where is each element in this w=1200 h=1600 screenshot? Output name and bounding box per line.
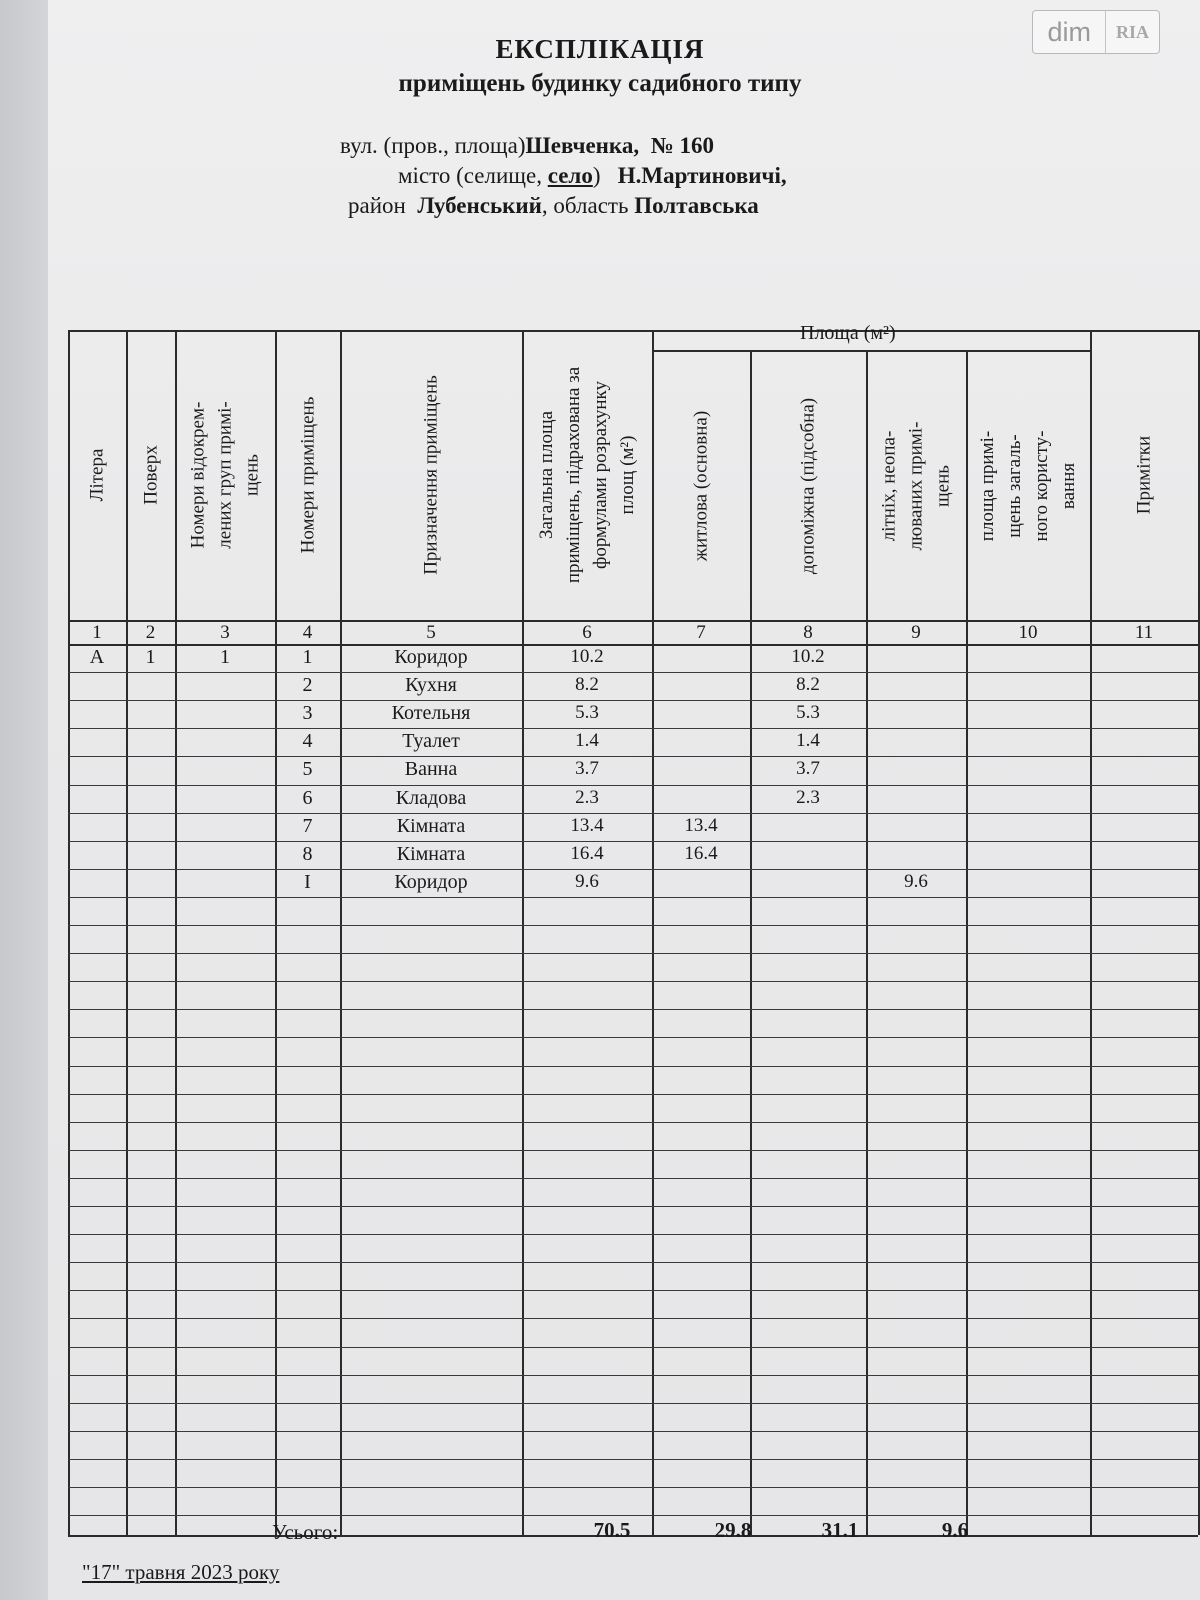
table-row-line bbox=[68, 728, 1198, 729]
cell-living: 13.4 bbox=[684, 814, 718, 836]
table-vline bbox=[275, 330, 277, 1535]
column-number-2: 2 bbox=[145, 622, 156, 643]
watermark-dim: dim bbox=[1033, 11, 1106, 53]
cell-purpose: Кладова bbox=[395, 786, 467, 809]
cell-purpose: Котельня bbox=[391, 702, 471, 725]
table-vline bbox=[522, 330, 524, 1535]
table-row-line bbox=[68, 1347, 1198, 1348]
column-header-10: площа примі- щень загаль- ного користу- вання bbox=[977, 430, 1079, 542]
region-name: Полтавська bbox=[634, 193, 759, 218]
table-row-line bbox=[68, 756, 1198, 757]
table-row-line bbox=[68, 1375, 1198, 1376]
cell-total: 16.4 bbox=[570, 842, 604, 864]
table-vline bbox=[866, 352, 868, 1535]
cell-total: 3.7 bbox=[575, 758, 599, 780]
cell-aux: 1.4 bbox=[796, 730, 820, 752]
table-vline bbox=[68, 330, 70, 1535]
cell-total: 5.3 bbox=[575, 702, 599, 724]
table-row-line bbox=[68, 1403, 1198, 1404]
table-row-line bbox=[68, 1290, 1198, 1291]
cell-room: I bbox=[304, 870, 311, 893]
column-header-2: Поверх bbox=[140, 445, 161, 505]
total-auxiliary: 31.1 bbox=[821, 1518, 859, 1542]
cell-total: 13.4 bbox=[570, 814, 604, 836]
table-row-line bbox=[68, 700, 1198, 701]
cell-aux: 8.2 bbox=[796, 674, 820, 696]
city-type: село bbox=[547, 163, 593, 188]
column-header-11: Примітки bbox=[1133, 435, 1155, 515]
column-header-6: Загальна площа приміщень, підрахована за формулами розрахунку площ (м²) bbox=[536, 366, 638, 584]
document-date: "17" травня 2023 року bbox=[82, 1560, 280, 1584]
cell-room: 4 bbox=[302, 730, 313, 753]
table-bottom-border bbox=[68, 1535, 1198, 1537]
table-row-line bbox=[68, 1094, 1198, 1095]
area-group-header: Площа (м²) bbox=[800, 322, 896, 344]
document-title: ЕКСПЛІКАЦІЯ bbox=[495, 34, 705, 64]
cell-aux: 5.3 bbox=[796, 702, 820, 724]
table-row-line bbox=[68, 869, 1198, 870]
number-row-border bbox=[68, 644, 1198, 646]
table-row-line bbox=[68, 841, 1198, 842]
city-suffix: ) bbox=[592, 163, 601, 188]
cell-room: 8 bbox=[302, 842, 313, 865]
table-row-line bbox=[68, 1262, 1198, 1263]
table-row-line bbox=[68, 1206, 1198, 1207]
column-number-7: 7 bbox=[696, 622, 706, 643]
cell-aux: 3.7 bbox=[796, 758, 820, 780]
table-row-line bbox=[68, 1431, 1198, 1432]
house-number: № 160 bbox=[650, 133, 714, 158]
totals-label: Усього: bbox=[272, 1520, 339, 1544]
table-top-border bbox=[68, 330, 1198, 332]
table-vline bbox=[652, 330, 654, 1535]
region-prefix: , область bbox=[541, 193, 629, 218]
table-row-line bbox=[68, 897, 1198, 898]
table-row-line bbox=[68, 1150, 1198, 1151]
cell-purpose: Кімната bbox=[396, 842, 466, 865]
cell-purpose: Коридор bbox=[394, 646, 468, 668]
cell-total: 9.6 bbox=[575, 870, 599, 892]
street-prefix: вул. (пров., площа) bbox=[340, 133, 526, 158]
district-name: Лубенський bbox=[417, 193, 542, 218]
table-vline bbox=[1198, 330, 1200, 1535]
table-row-line bbox=[68, 953, 1198, 954]
cell-group: 1 bbox=[220, 646, 230, 668]
table-row-line bbox=[68, 1009, 1198, 1010]
table-row-line bbox=[68, 1487, 1198, 1488]
street-name: Шевченка, bbox=[525, 133, 640, 158]
cell-purpose: Туалет bbox=[402, 730, 460, 753]
cell-total: 2.3 bbox=[575, 786, 599, 808]
cell-room: 6 bbox=[302, 786, 313, 809]
table-row-line bbox=[68, 1037, 1198, 1038]
table-row-line bbox=[68, 1066, 1198, 1067]
cell-litera: А bbox=[89, 646, 105, 668]
table-row-line bbox=[68, 1318, 1198, 1319]
column-number-5: 5 bbox=[426, 622, 436, 643]
cell-purpose: Ванна bbox=[404, 758, 458, 781]
column-header-7: житлова (основна) bbox=[690, 410, 712, 562]
area-group-underline bbox=[652, 350, 1090, 352]
table-vline bbox=[1090, 330, 1092, 1535]
cell-aux: 10.2 bbox=[791, 646, 825, 667]
column-header-1: Літера bbox=[86, 448, 108, 502]
table-row-line bbox=[68, 1122, 1198, 1123]
table-vline bbox=[750, 352, 752, 1535]
column-number-10: 10 bbox=[1018, 622, 1038, 643]
cell-total: 8.2 bbox=[575, 674, 599, 696]
column-number-8: 8 bbox=[803, 622, 813, 643]
total-living: 29.8 bbox=[714, 1518, 752, 1542]
district-prefix: район bbox=[348, 193, 406, 218]
table-vline bbox=[966, 352, 968, 1535]
column-number-11: 11 bbox=[1134, 622, 1154, 643]
cell-room: 5 bbox=[302, 758, 313, 781]
document-subtitle: приміщень будинку садибного типу bbox=[398, 70, 802, 97]
cell-room: 2 bbox=[302, 674, 313, 697]
table-row-line bbox=[68, 1515, 1198, 1516]
cell-total: 1.4 bbox=[575, 730, 599, 752]
table-vline bbox=[175, 330, 177, 1535]
city-name: Н.Мартиновичі, bbox=[617, 163, 787, 188]
column-number-6: 6 bbox=[582, 622, 592, 643]
cell-purpose: Коридор bbox=[394, 870, 468, 893]
watermark-ria: RIA bbox=[1115, 22, 1149, 42]
column-number-1: 1 bbox=[92, 622, 102, 643]
table-row-line bbox=[68, 672, 1198, 673]
column-header-4: Номери приміщень bbox=[297, 396, 318, 554]
table-row-line bbox=[68, 1459, 1198, 1460]
column-number-9: 9 bbox=[911, 622, 921, 643]
table-row-line bbox=[68, 1234, 1198, 1235]
column-header-5: Призначення приміщень bbox=[420, 375, 442, 575]
cell-purpose: Кухня bbox=[405, 674, 457, 697]
table-row-line bbox=[68, 981, 1198, 982]
table-vline bbox=[340, 330, 342, 1535]
cell-room: 1 bbox=[302, 646, 313, 668]
cell-floor: 1 bbox=[145, 646, 156, 668]
column-header-8: допоміжна (підсобна) bbox=[797, 397, 819, 575]
column-number-4: 4 bbox=[302, 622, 313, 643]
cell-summer: 9.6 bbox=[904, 870, 928, 892]
table-row-line bbox=[68, 813, 1198, 814]
city-prefix: місто (селище, bbox=[398, 163, 548, 188]
total-general: 70.5 bbox=[593, 1518, 631, 1542]
column-header-9: літніх, неопа- люваних примі- щень bbox=[878, 421, 954, 551]
table-row-line bbox=[68, 1178, 1198, 1179]
column-header-3: Номери відокрем- лених груп примі- щень bbox=[187, 401, 263, 549]
cell-total: 10.2 bbox=[570, 646, 604, 667]
table-row-line bbox=[68, 785, 1198, 786]
cell-living: 16.4 bbox=[684, 842, 718, 864]
table-vline bbox=[126, 330, 128, 1535]
total-summer: 9.6 bbox=[941, 1518, 969, 1542]
table-row-line bbox=[68, 925, 1198, 926]
cell-purpose: Кімната bbox=[396, 814, 466, 837]
cell-aux: 2.3 bbox=[796, 786, 820, 808]
column-number-3: 3 bbox=[220, 622, 230, 643]
cell-room: 7 bbox=[302, 814, 313, 837]
cell-room: 3 bbox=[302, 702, 313, 725]
